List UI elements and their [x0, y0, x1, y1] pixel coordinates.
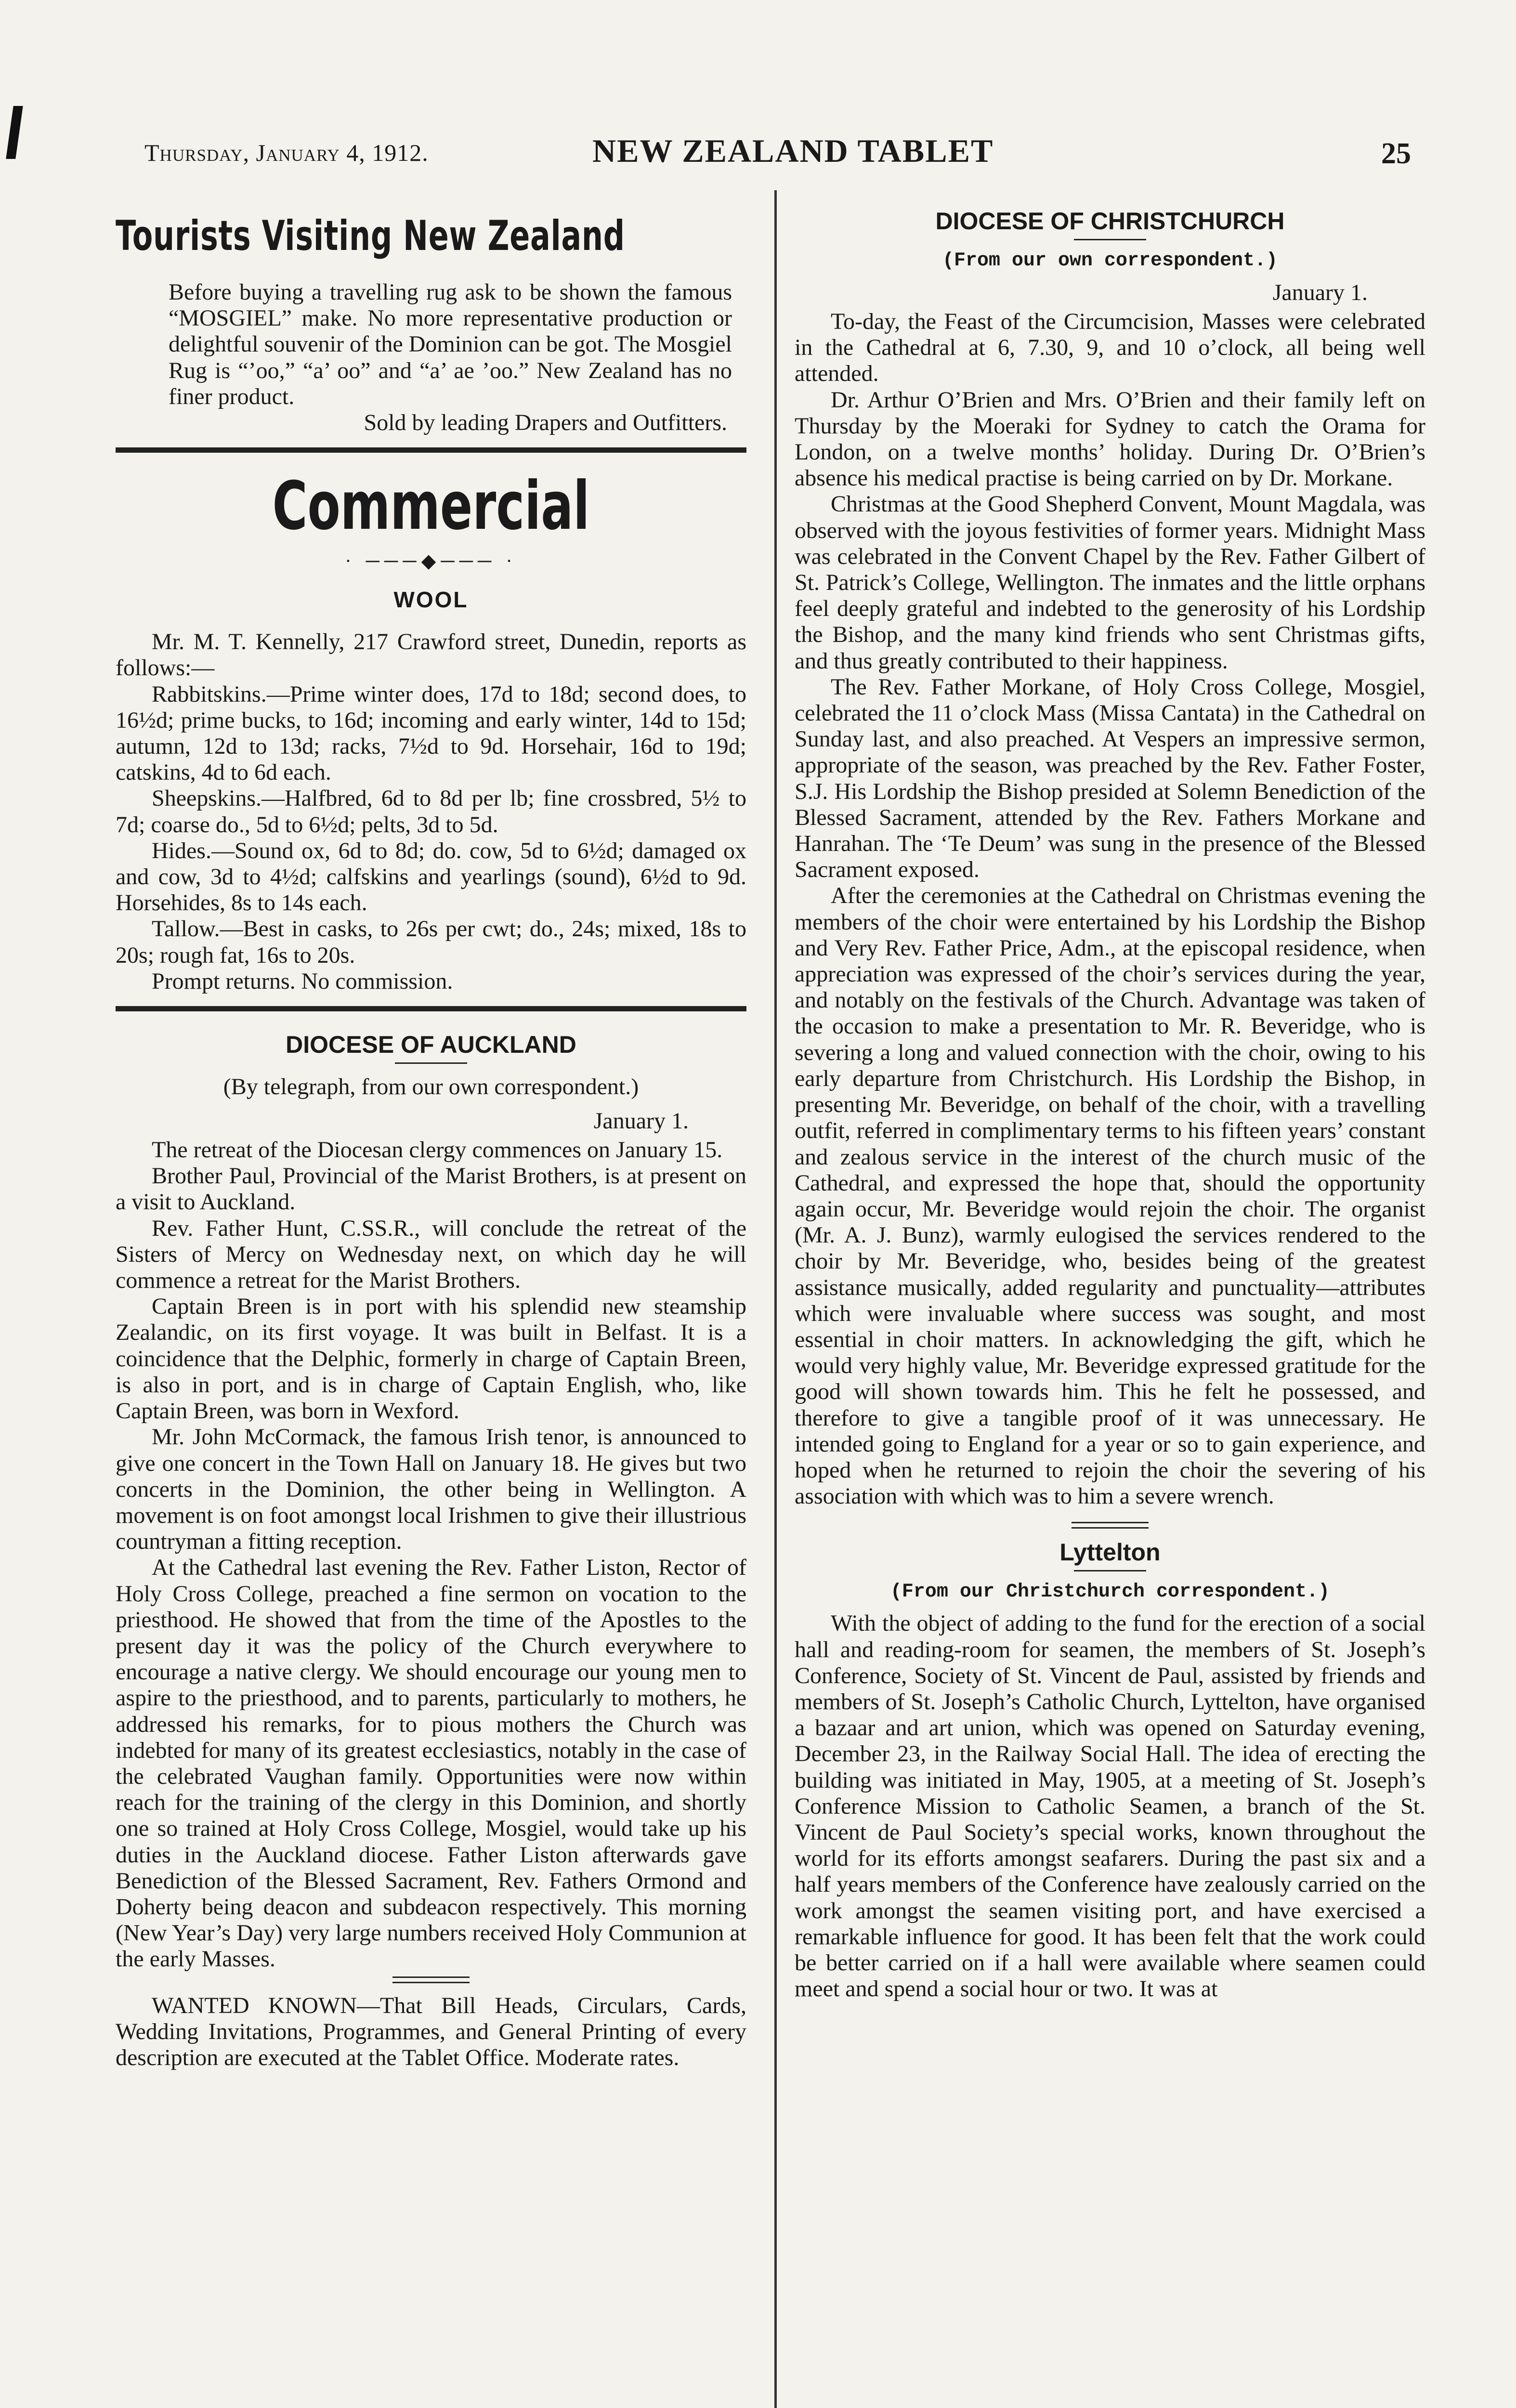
lyttelton-para: With the object of adding to the fund for the erection of a social hall and reading-room for seamen, the members of St. Joseph’s Conference, Society of St. Vincent de Paul, assisted by friends and members of St. Joseph’s Catholic Church, Lyttelton, have organised a bazaar and art union, which was opened on Saturday evening, December 23, in the Railway Social Hall. The idea of erecting the building was initiated in May, 1905, at a meeting of St. Joseph’s Conference Mission to Catholic Seamen, a branch of the St. Vincent de Paul Society’s special works, known throughout the world for its efforts amongst seafarers. During the past six and a half years members of the Conference have zealously carried on the work amongst the seamen visiting port, and have exercised a remarkable influence for good. It has been felt that the work could be better carried on if a hall were available where seamen could meet and spend a social hour or two. It was at [795, 1610, 1425, 2002]
lyttelton-heading: Lyttelton [1059, 1539, 1161, 1566]
ornament-divider: · ───◆─── · [345, 550, 517, 572]
short-rule [1074, 239, 1146, 240]
christchurch-para: Christmas at the Good Shepherd Convent, Mount Magdala, was observed with the joyous festivities of former years. Midnight Mass was celebrated in the Convent Chapel by the Rev. Father Gilbert of St. Patrick’s College, Wellington. The inmates and the little orphans feel deeply grateful and indebted to the generosity of his Lordship the Bishop, and the many kind friends who sent Christmas gifts, and thus greatly contributed to their happiness. [795, 491, 1425, 674]
auckland-para: Captain Breen is in port with his splendid new steamship Zealandic, on its first voyage. It was built in Belfast. It is a coincidence that the Delphic, formerly in charge of Captain Breen, is also in port, and is in charge of Captain English, who, like Captain Breen, was born in Wexford. [116, 1294, 746, 1424]
wanted-known-notice: WANTED KNOWN—That Bill Heads, Circulars, Cards, Wedding Invitations, Programmes, and General Printing of every description are executed at the Tablet Office. Moderate rates. [116, 1992, 746, 2070]
tourists-ad [116, 279, 746, 436]
auckland-para: At the Cathedral last evening the Rev. Father Liston, Rector of Holy Cross College, preached a fine sermon on vocation to the priesthood. He showed that from the time of the Apostles to the present day it was the policy of the Church everywhere to encourage a native clergy. We should encourage our young men to aspire to the priesthood, and to parents, particularly to mothers, he addressed his remarks, for to pious mothers the Church was indebted for many of its greatest ecclesiastics, notably in the case of the celebrated Vaughan family. Opportunities were now within reach for the training of the clergy in this Dominion, and shortly one so trained at Holy Cross College, Mosgiel, would take up his duties in the Auckland diocese. Father Liston afterwards gave Benediction of the Blessed Sacrament, Rev. Fathers Ormond and Doherty being deacon and subdeacon respectively. This morning (New Year’s Day) very large numbers received Holy Communion at the early Masses. [116, 1555, 746, 1972]
christchurch-para: To-day, the Feast of the Circumcision, Masses were celebrated in the Cathedral at 6, 7.30, 9, and 10 o’clock, all being well attended. [795, 309, 1425, 387]
tourists-body: Before buying a travelling rug ask to be shown the famous “MOSGIEL” make. No more representative production or delightful souvenir of the Dominion can be got. The Mosgiel Rug is “’oo,” “a’ oo” and “a’ ae ’oo.” New Zealand has no finer product. [169, 279, 732, 409]
wool-sheepskins: Sheepskins.—Halfbred, 6d to 8d per lb; fine crossbred, 5½ to 7d; coarse do., 5d to 6½d; pelts, 3d to 5d. [116, 785, 746, 838]
auckland-para: Rev. Father Hunt, C.SS.R., will conclude the retreat of the Sisters of Mercy on Wednesday next, on which day he will commence a retreat for the Marist Brothers. [116, 1215, 746, 1294]
auckland-date: January 1. [593, 1108, 689, 1134]
newspaper-title: NEW ZEALAND TABLET [592, 132, 994, 169]
commercial-heading: Commercial [272, 467, 590, 545]
wool-terms: Prompt returns. No commission. [152, 968, 453, 994]
section-rule [116, 1006, 746, 1011]
margin-mark [6, 106, 23, 159]
wool-tallow: Tallow.—Best in casks, to 26s per cwt; do., 24s; mixed, 18s to 20s; rough fat, 16s to 20s. [116, 916, 746, 968]
header-date: Thursday, January 4, 1912. [144, 139, 429, 166]
page-number: 25 [1381, 137, 1411, 170]
page-header [144, 132, 1416, 182]
tourists-sign: Sold by leading Drapers and Outfitters. [364, 410, 727, 436]
auckland-para: Mr. John McCormack, the famous Irish tenor, is announced to give one concert in the Town Hall on January 18. He gives but two concerts in the Dominion, the other being in Wellington. A movement is on foot amongst local Irishmen to give their illustrious countryman a fitting reception. [116, 1424, 746, 1555]
auckland-correspondent: (By telegraph, from our own correspondent.) [223, 1074, 639, 1100]
column-divider [774, 190, 777, 2408]
christchurch-date: January 1. [1272, 280, 1368, 305]
wool-hides: Hides.—Sound ox, 6d to 8d; do. cow, 5d to 6½d; damaged ox and cow, 3d to 4½d; calfskins and yearlings (sound), 6½d to 9d. Horsehides, 8s to 14s each. [116, 838, 746, 916]
short-double-rule [392, 1976, 470, 1983]
wool-rabbitskins: Rabbitskins.—Prime winter does, 17d to 18d; second does, to 16½d; prime bucks, to 16d; incoming and early winter, 14d to 15d; autumn, 12d to 13d; racks, 7½d to 9d. Horsehair, 16d to 19d; catskins, 4d to 6d each. [116, 681, 746, 785]
auckland-para: The retreat of the Diocesan clergy commences on January 15. [152, 1137, 723, 1163]
auckland-heading: DIOCESE OF AUCKLAND [286, 1031, 576, 1059]
tourists-heading: Tourists Visiting New Zealand [116, 212, 625, 260]
short-double-rule [1072, 1522, 1149, 1529]
wool-heading: WOOL [393, 587, 469, 613]
short-rule [1074, 1570, 1146, 1571]
christchurch-para: After the ceremonies at the Cathedral on Christmas evening the members of the choir were entertained by his Lordship the Bishop and Very Rev. Father Price, Adm., at the episcopal residence, when appreciation was expressed of the choir’s services during the year, and notably on the festivals of the Church. Advantage was taken of the occasion to make a presentation to Mr. R. Beveridge, who is severing a long and valued connection with the choir, owing to his early departure from Christchurch. His Lordship the Bishop, in presenting Mr. Beveridge, on behalf of the choir, with a travelling outfit, referred in complimentary terms to his fifteen years’ constant and zealous service in the interest of the church music of the Cathedral, and expressed the hope that, should the opportunity again occur, Mr. Beveridge would rejoin the choir. The organist (Mr. A. J. Bunz), warmly eulogised the services rendered to the choir by Mr. Beveridge, who, besides being of the greatest assistance musically, added regularity and punctuality—attributes which were invaluable where success was sought, and most essential in choir matters. In acknowledging the gift, which he would very highly value, Mr. Beveridge expressed gratitude for the good will shown towards him. This he felt he possessed, and therefore to give a tangible proof of it was unnecessary. He intended going to England for a year or so to gain experience, and hoped when he returned to rejoin the choir the severing of his association with which was to him a severe wrench. [795, 883, 1425, 1509]
left-column [116, 197, 746, 2071]
christchurch-para: Dr. Arthur O’Brien and Mrs. O’Brien and their family left on Thursday by the Moeraki for Sydney to catch the Orama for London, on a twelve months’ holiday. During Dr. O’Brien’s absence his medical practise is being carried on by Dr. Morkane. [795, 387, 1425, 491]
short-rule [395, 1062, 467, 1064]
christchurch-heading: DIOCESE OF CHRISTCHURCH [935, 208, 1285, 235]
lyttelton-correspondent: (From our Christchurch correspondent.) [890, 1581, 1330, 1603]
right-column [795, 197, 1425, 2002]
wool-intro: Mr. M. T. Kennelly, 217 Crawford street, Dunedin, reports as follows:— [116, 629, 746, 681]
section-rule [116, 447, 746, 453]
auckland-para: Brother Paul, Provincial of the Marist Brothers, is at present on a visit to Auckland. [116, 1163, 746, 1215]
christchurch-correspondent: (From our own correspondent.) [942, 250, 1278, 272]
christchurch-para: The Rev. Father Morkane, of Holy Cross College, Mosgiel, celebrated the 11 o’clock Mass (Missa Cantata) in the Cathedral on Sunday last, and also preached. At Vespers an impressive sermon, appropriate of the season, was preached by the Rev. Father Foster, S.J. His Lordship the Bishop presided at Solemn Benediction of the Blessed Sacrament, attended by the Rev. Fathers Morkane and Hanrahan. The ‘Te Deum’ was sung in the presence of the Blessed Sacrament exposed. [795, 674, 1425, 883]
